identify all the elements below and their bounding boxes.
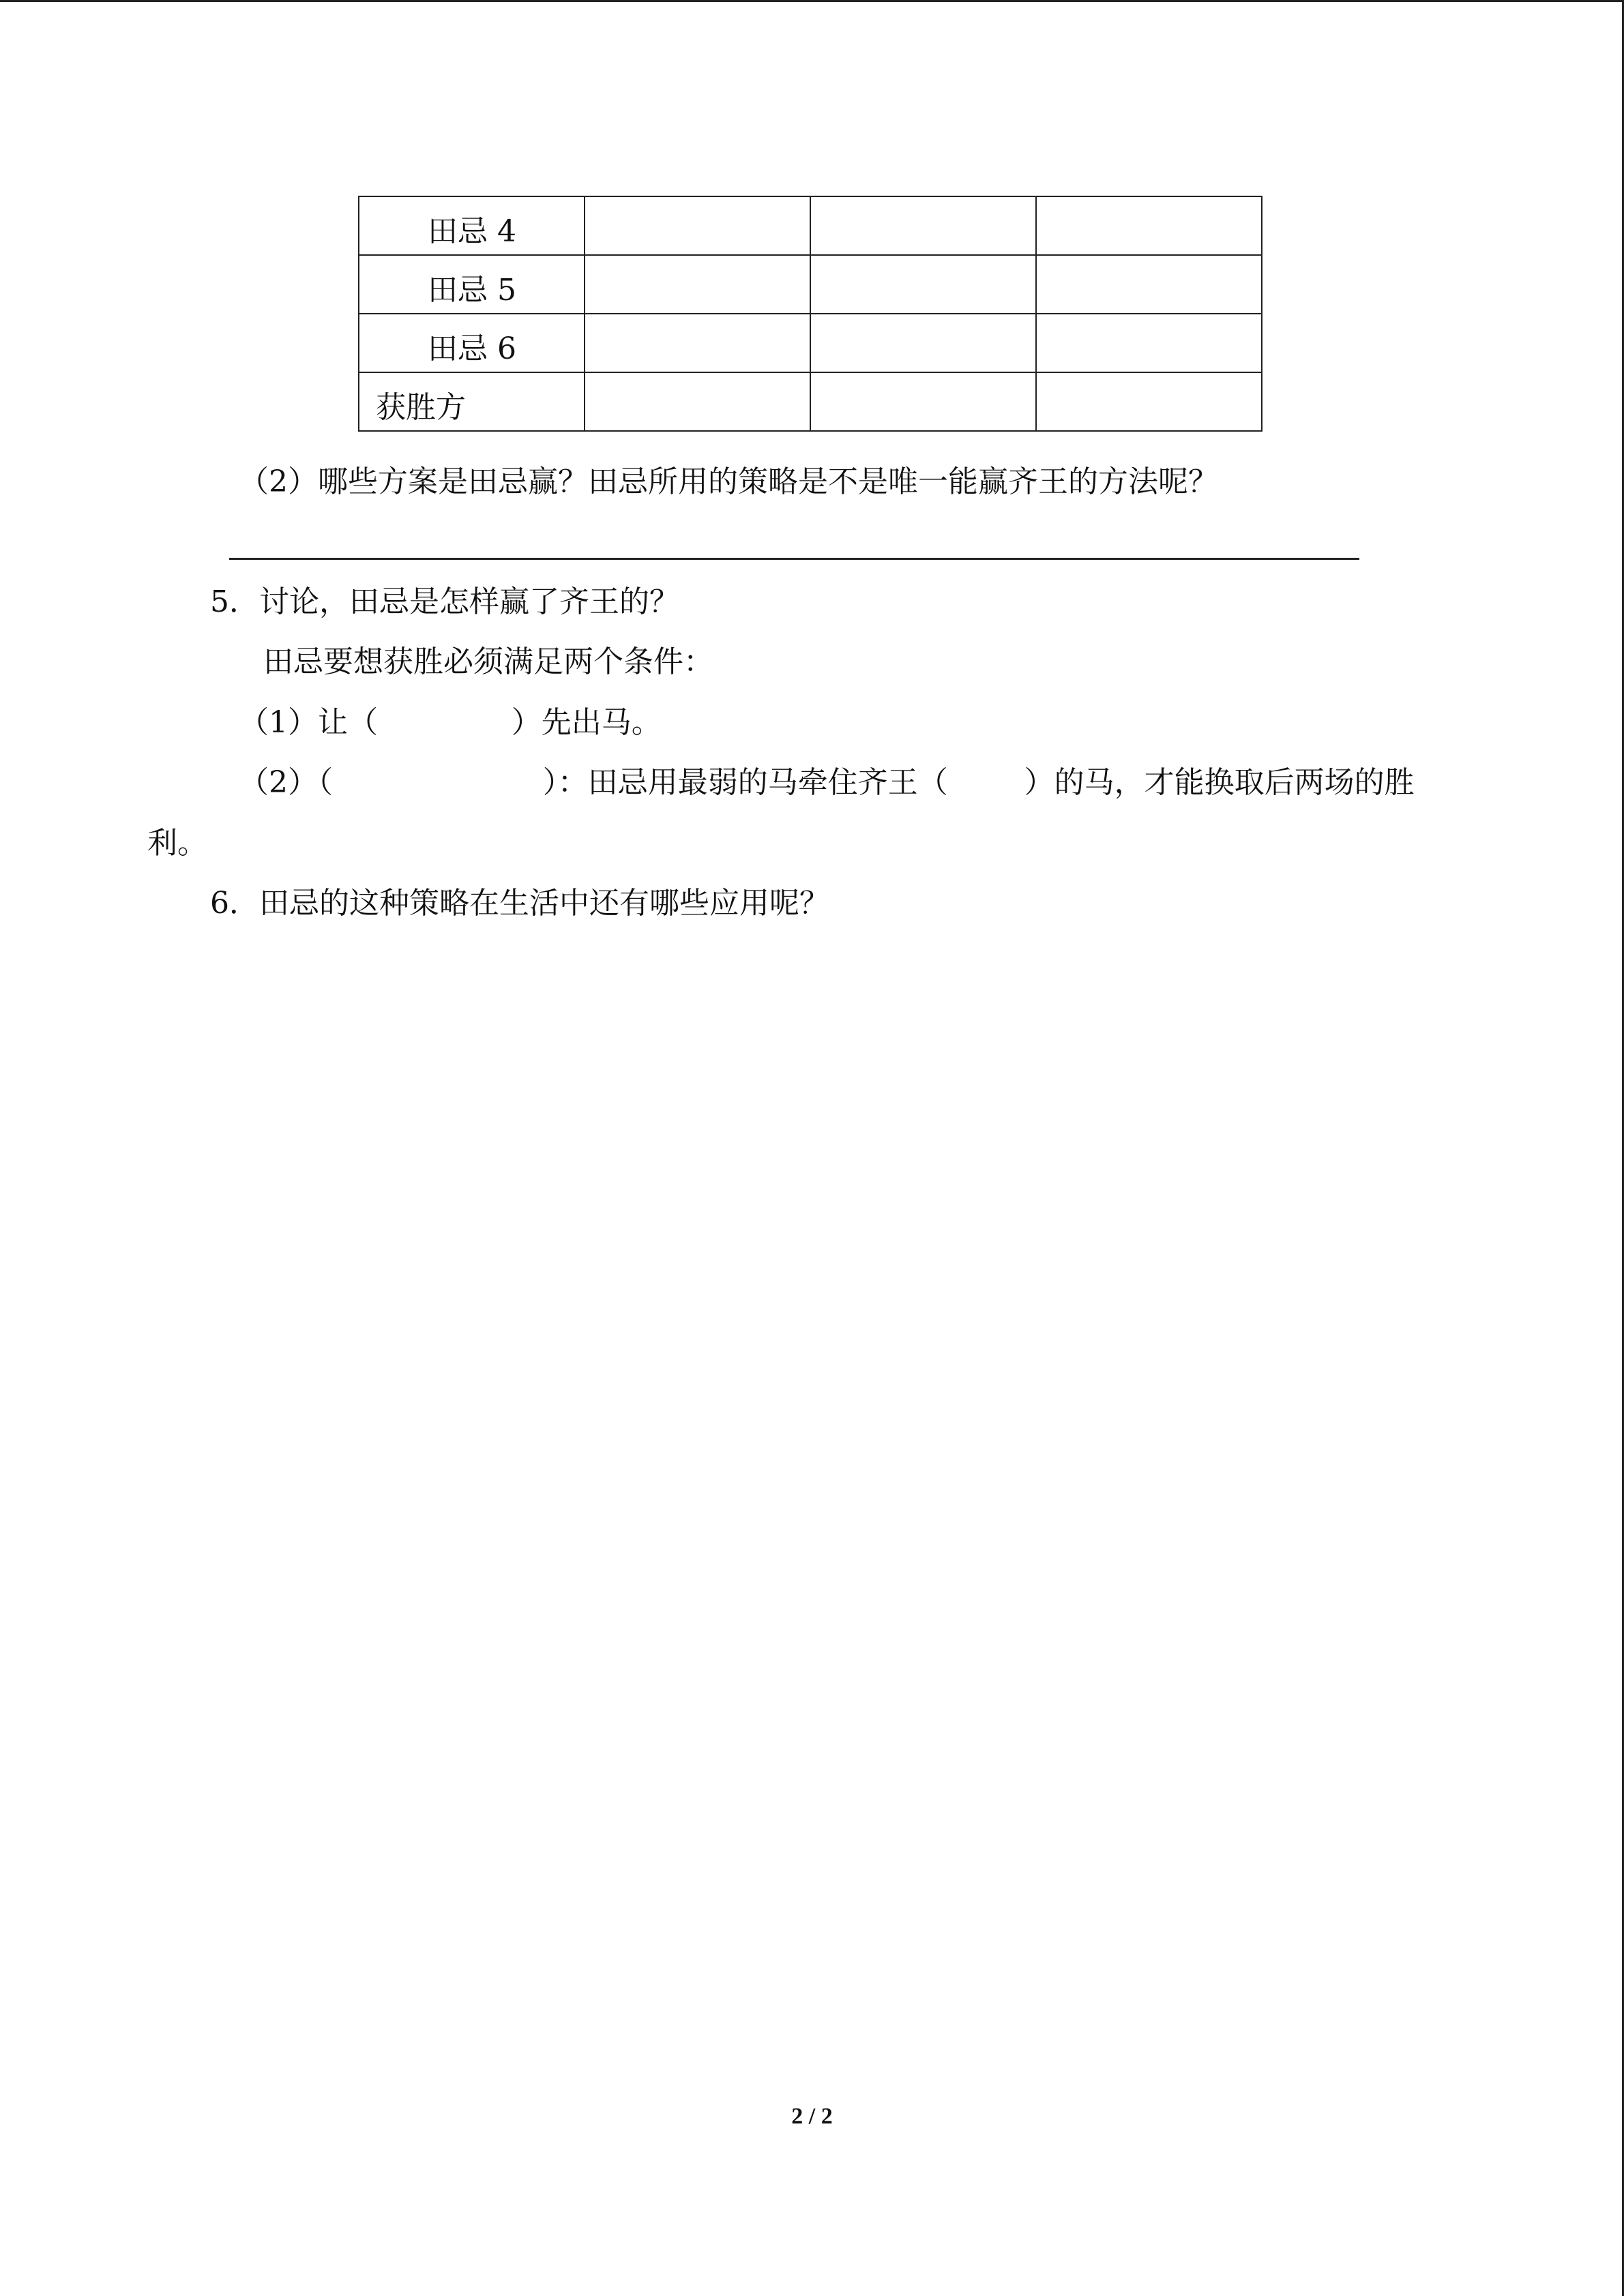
question-5-condition-2: （2）（ ）：田忌用最弱的马牵住齐王（ ）的马，才能换取后两场的胜: [239, 765, 1415, 800]
page-number: 2 / 2: [791, 2104, 833, 2129]
table-row: [359, 372, 1262, 431]
table-cell: [810, 196, 1036, 255]
question-6: 6．田忌的这种策略在生活中还有哪些应用呢？: [210, 886, 829, 921]
table-cell: [585, 314, 810, 372]
row-label: 田忌 5: [359, 255, 585, 314]
question-4-2: （2）哪些方案是田忌赢？田忌所用的策略是不是唯一能赢齐王的方法呢？: [239, 464, 1218, 499]
table-row: [359, 196, 1262, 255]
table-cell: [810, 372, 1036, 431]
table-cell: [1036, 196, 1262, 255]
row-label: 获胜方: [359, 372, 585, 431]
table-row: [359, 314, 1262, 372]
question-5-intro: 田忌要想获胜必须满足两个条件：: [263, 644, 713, 679]
table-cell: [1036, 372, 1262, 431]
row-label: 田忌 4: [359, 196, 585, 255]
table-cell: [810, 314, 1036, 372]
answer-blank-line: [229, 558, 1359, 560]
table-cell: [810, 255, 1036, 314]
table-cell: [1036, 314, 1262, 372]
row-label: 田忌 6: [359, 314, 585, 372]
table-cell: [585, 372, 810, 431]
table-cell: [585, 196, 810, 255]
question-5-title: 5．讨论，田忌是怎样赢了齐王的？: [210, 584, 679, 619]
table-row: [359, 255, 1262, 314]
question-5-condition-1: （1）让（ ）先出马。: [239, 705, 662, 740]
table-cell: [1036, 255, 1262, 314]
question-5-condition-2-continued: 利。: [147, 826, 207, 861]
table-cell: [585, 255, 810, 314]
score-table: [358, 196, 1263, 432]
